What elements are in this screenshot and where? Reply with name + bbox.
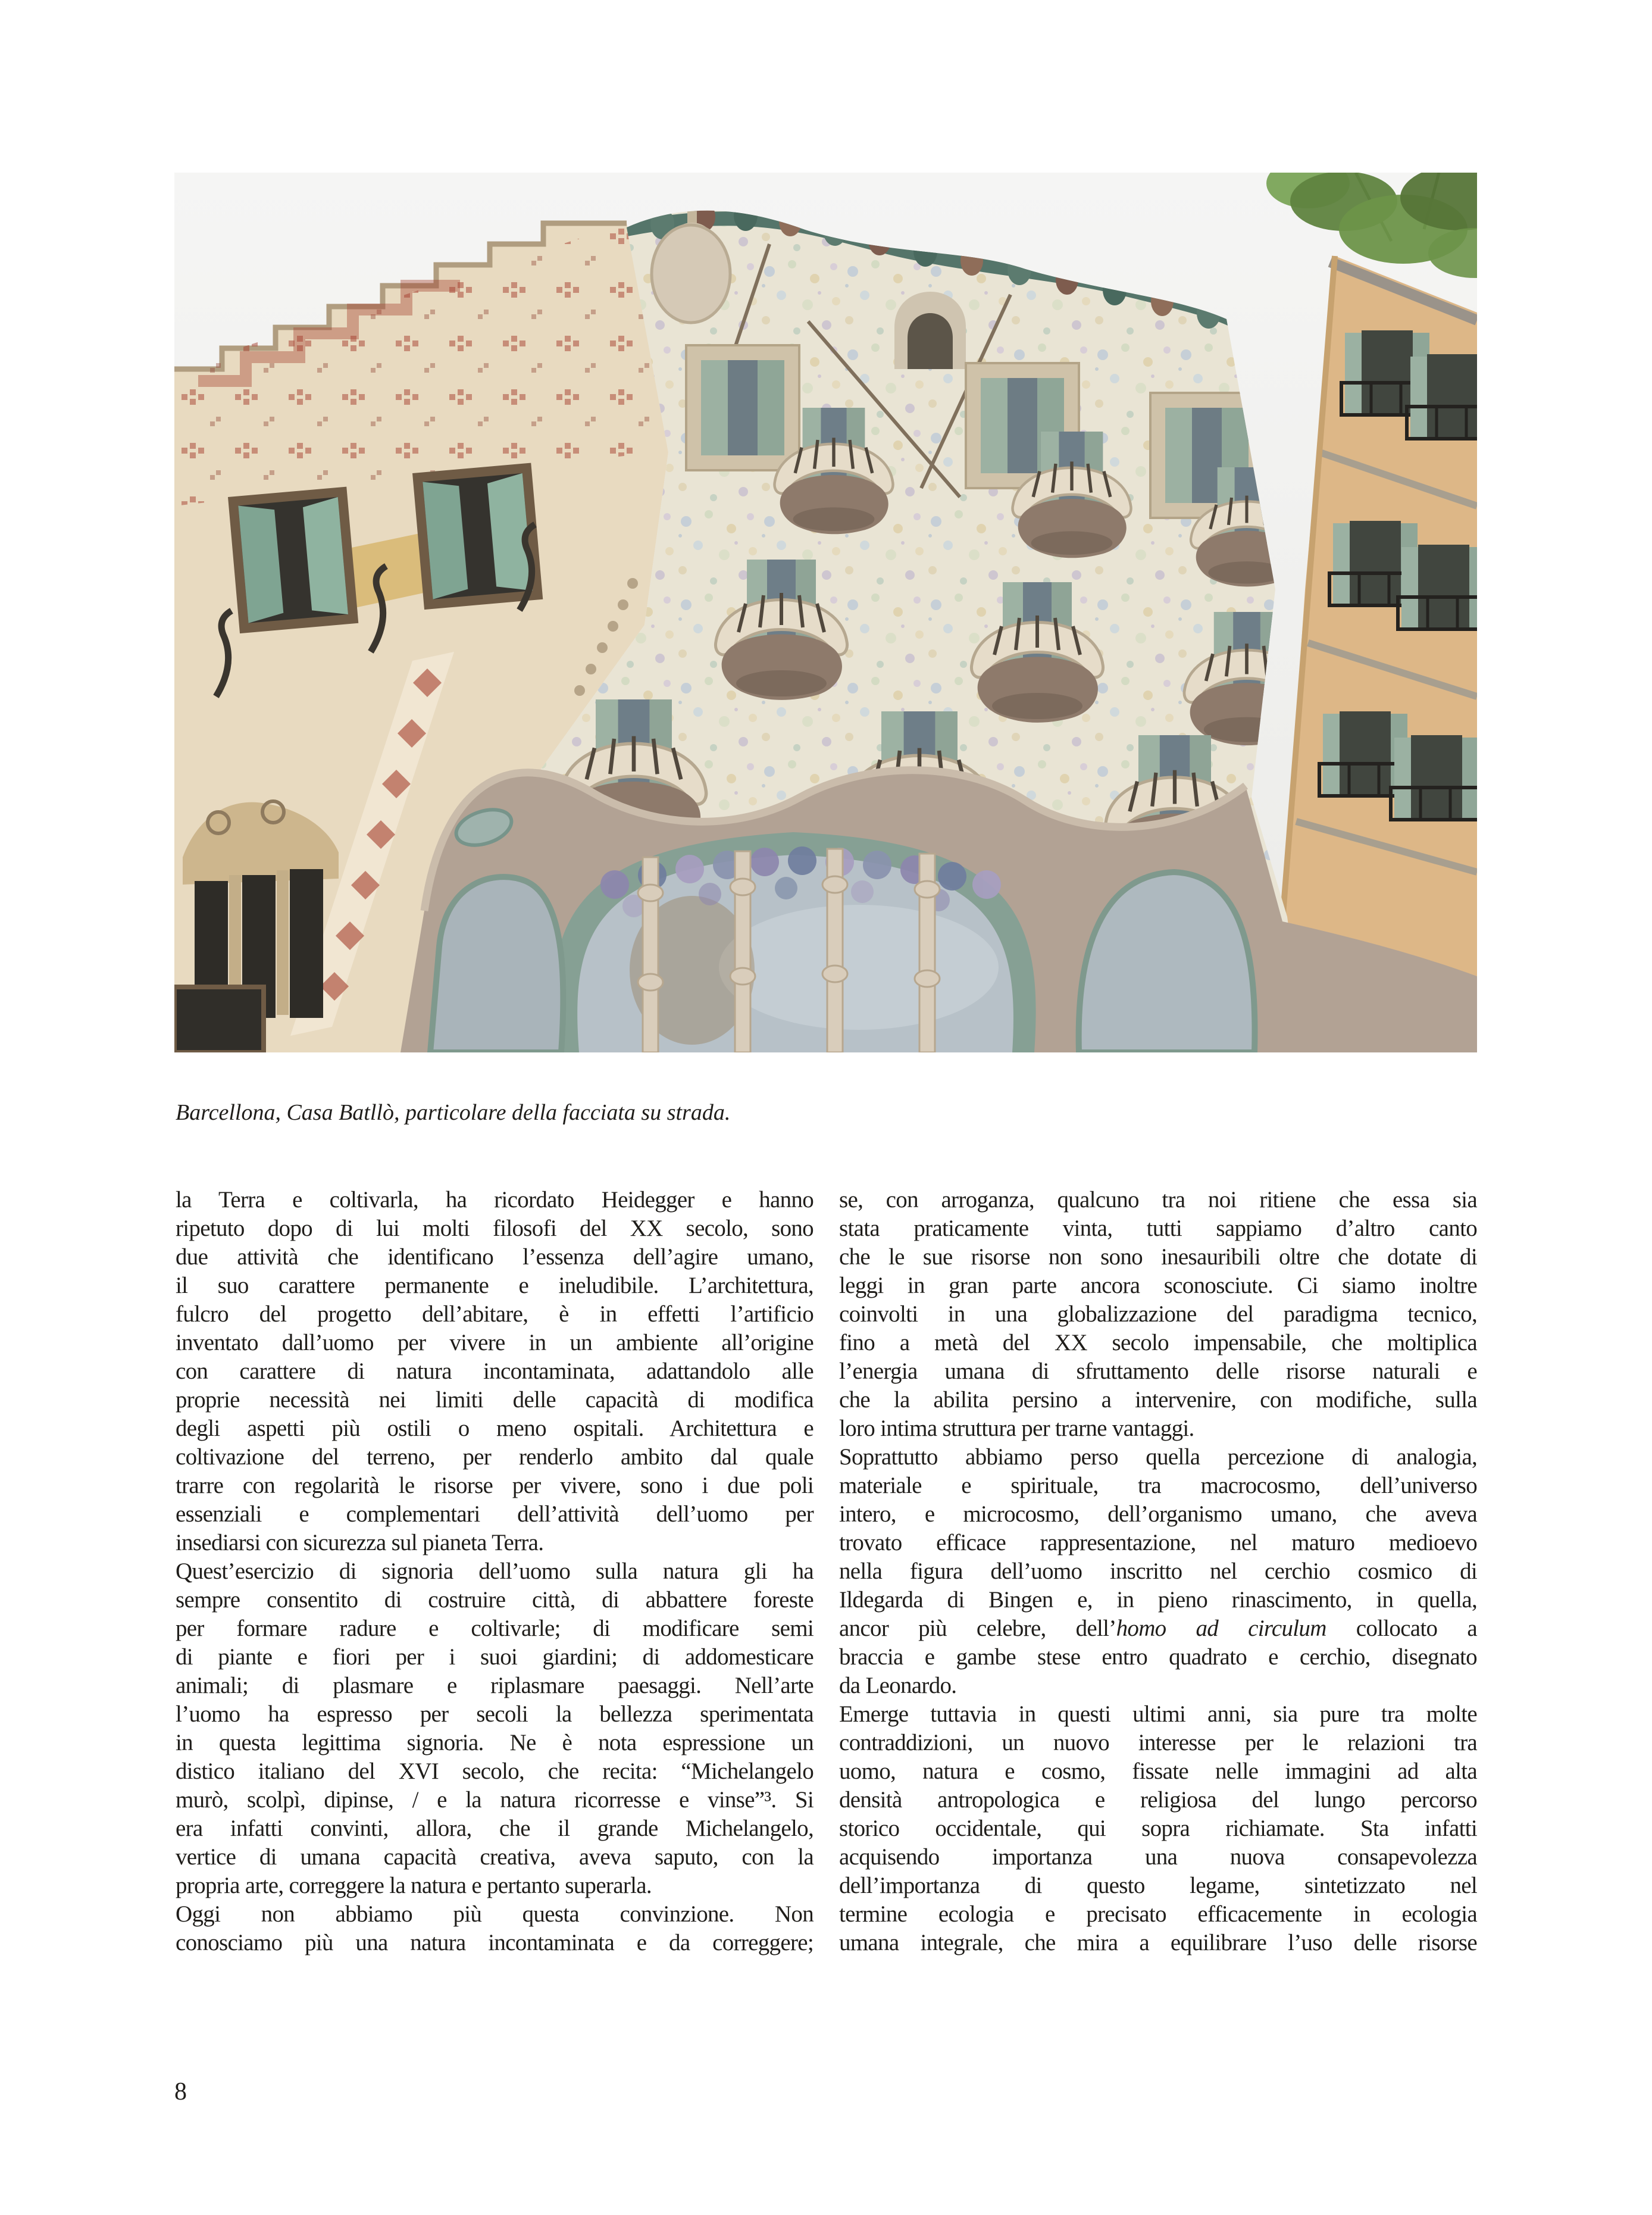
text-line: l’uomo ha espresso per secoli la bellezza sperimentata <box>176 1701 814 1727</box>
text-line: essenziali e complementari dell’attività dell’uomo per <box>176 1501 814 1527</box>
text-line: la Terra e coltivarla, ha ricordato Heidegger e hanno <box>176 1187 814 1213</box>
text-line: stata praticamente vinta, tutti sappiamo d’altro canto <box>839 1216 1477 1241</box>
facade-niche <box>894 292 966 369</box>
text-line: leggi in gran parte ancora sconosciute. Ci siamo inoltre <box>839 1273 1477 1298</box>
text-line: Oggi non abbiamo più questa convinzione. Non <box>176 1901 814 1927</box>
text-line: due attività che identificano l’essenza dell’agire umano, <box>176 1244 814 1270</box>
text-line: vertice di umana capacità creativa, aveva saputo, con la <box>176 1844 814 1870</box>
text-line: umana integrale, che mira a equilibrare l’uso delle risorse <box>839 1930 1477 1955</box>
text-line: per formare radure e coltivarle; di modificare semi <box>176 1616 814 1641</box>
text-line: che la abilita persino a intervenire, con modifiche, sulla <box>839 1387 1477 1413</box>
text-column-right <box>839 1186 1477 1957</box>
text-line: fulcro del progetto dell’abitare, è in effetti l’artificio <box>176 1301 814 1327</box>
text-line: contraddizioni, un nuovo interesse per le relazioni tra <box>839 1730 1477 1755</box>
text-line: proprie necessità nei limiti delle capacità di modifica <box>176 1387 814 1413</box>
casa-batllo-photo <box>174 173 1477 1052</box>
text-line: loro intima struttura per trarne vantaggi. <box>839 1416 1194 1441</box>
text-line: con carattere di natura incontaminata, adattandolo alle <box>176 1358 814 1384</box>
text-line: di piante e fiori per i suoi giardini; di addomesticare <box>176 1644 814 1670</box>
text-line: inventato dall’uomo per vivere in un ambiente all’origine <box>176 1330 814 1355</box>
text-line: degli aspetti più ostili o meno ospitali. Architettura e <box>176 1416 814 1441</box>
text-line: Quest’esercizio di signoria dell’uomo sulla natura gli ha <box>176 1558 814 1584</box>
text-line: Emerge tuttavia in questi ultimi anni, sia pure tra molte <box>839 1701 1477 1727</box>
text-line: ripetuto dopo di lui molti filosofi del XX secolo, sono <box>176 1216 814 1241</box>
text-line: termine ecologia e precisato efficacemente in ecologia <box>839 1901 1477 1927</box>
text-line: Ildegarda di Bingen e, in pieno rinascimento, in quella, <box>839 1587 1477 1613</box>
text-line: sempre consentito di costruire città, di abbattere foreste <box>176 1587 814 1613</box>
text-line: dell’importanza di questo legame, sintetizzato nel <box>839 1873 1477 1898</box>
text-line: trarre con regolarità le risorse per vivere, sono i due poli <box>176 1473 814 1498</box>
text-line: se, con arroganza, qualcuno tra noi ritiene che essa sia <box>839 1187 1477 1213</box>
text-line: che le sue risorse non sono inesauribili oltre che dotate di <box>839 1244 1477 1270</box>
text-line: storico occidentale, qui sopra richiamate. Sta infatti <box>839 1816 1477 1841</box>
text-line: densità antropologica e religiosa del lungo percorso <box>839 1787 1477 1813</box>
text-line: coinvolti in una globalizzazione del paradigma tecnico, <box>839 1301 1477 1327</box>
text-line: conosciamo più una natura incontaminata e da correggere; <box>176 1930 814 1955</box>
text-line: coltivazione del terreno, per renderlo ambito dal quale <box>176 1444 814 1470</box>
text-line: da Leonardo. <box>839 1673 957 1698</box>
text-line: braccia e gambe stese entro quadrato e cerchio, disegnato <box>839 1644 1477 1670</box>
text-line: trovato efficace rappresentazione, nel maturo medioevo <box>839 1530 1477 1555</box>
text-line: murò, scolpì, dipinse, / e la natura ricorresse e vinse”³. Si <box>176 1787 814 1813</box>
amatller-window <box>228 487 358 634</box>
text-line: ancor più celebre, dell’homo ad circulum collocato a <box>839 1616 1477 1641</box>
text-line: animali; di plasmare e riplasmare paesaggi. Nell’arte <box>176 1673 814 1698</box>
text-column-left <box>176 1186 814 1957</box>
text-line: materiale e spirituale, tra macrocosmo, dell’universo <box>839 1473 1477 1498</box>
text-line: il suo carattere permanente e ineludibile. L’architettura, <box>176 1273 814 1298</box>
text-line: l’energia umana di sfruttamento delle risorse naturali e <box>839 1358 1477 1384</box>
text-line: propria arte, correggere la natura e pertanto superarla. <box>176 1873 652 1898</box>
text-line: fino a metà del XX secolo impensabile, che moltiplica <box>839 1330 1477 1355</box>
text-line: nella figura dell’uomo inscritto nel cerchio cosmico di <box>839 1558 1477 1584</box>
text-line: acquisendo importanza una nuova consapevolezza <box>839 1844 1477 1870</box>
text-line: Soprattutto abbiamo perso quella percezione di analogia, <box>839 1444 1477 1470</box>
amatller-lower-window <box>174 987 264 1052</box>
text-line: distico italiano del XVI secolo, che recita: “Michelangelo <box>176 1758 814 1784</box>
photo-caption: Barcellona, Casa Batllò, particolare della facciata su strada. <box>176 1100 731 1125</box>
text-line: in questa legittima signoria. Ne è nota espressione un <box>176 1730 814 1755</box>
text-line: uomo, natura e cosmo, fissate nelle immagini ad alta <box>839 1758 1477 1784</box>
photo-illustration <box>174 173 1477 1052</box>
text-line: insediarsi con sicurezza sul pianeta Terra. <box>176 1530 544 1555</box>
text-line: era infatti convinti, allora, che il grande Michelangelo, <box>176 1816 814 1841</box>
page-number: 8 <box>174 2078 187 2105</box>
text-line: intero, e microcosmo, dell’organismo umano, che aveva <box>839 1501 1477 1527</box>
body-text <box>176 1186 1477 1957</box>
